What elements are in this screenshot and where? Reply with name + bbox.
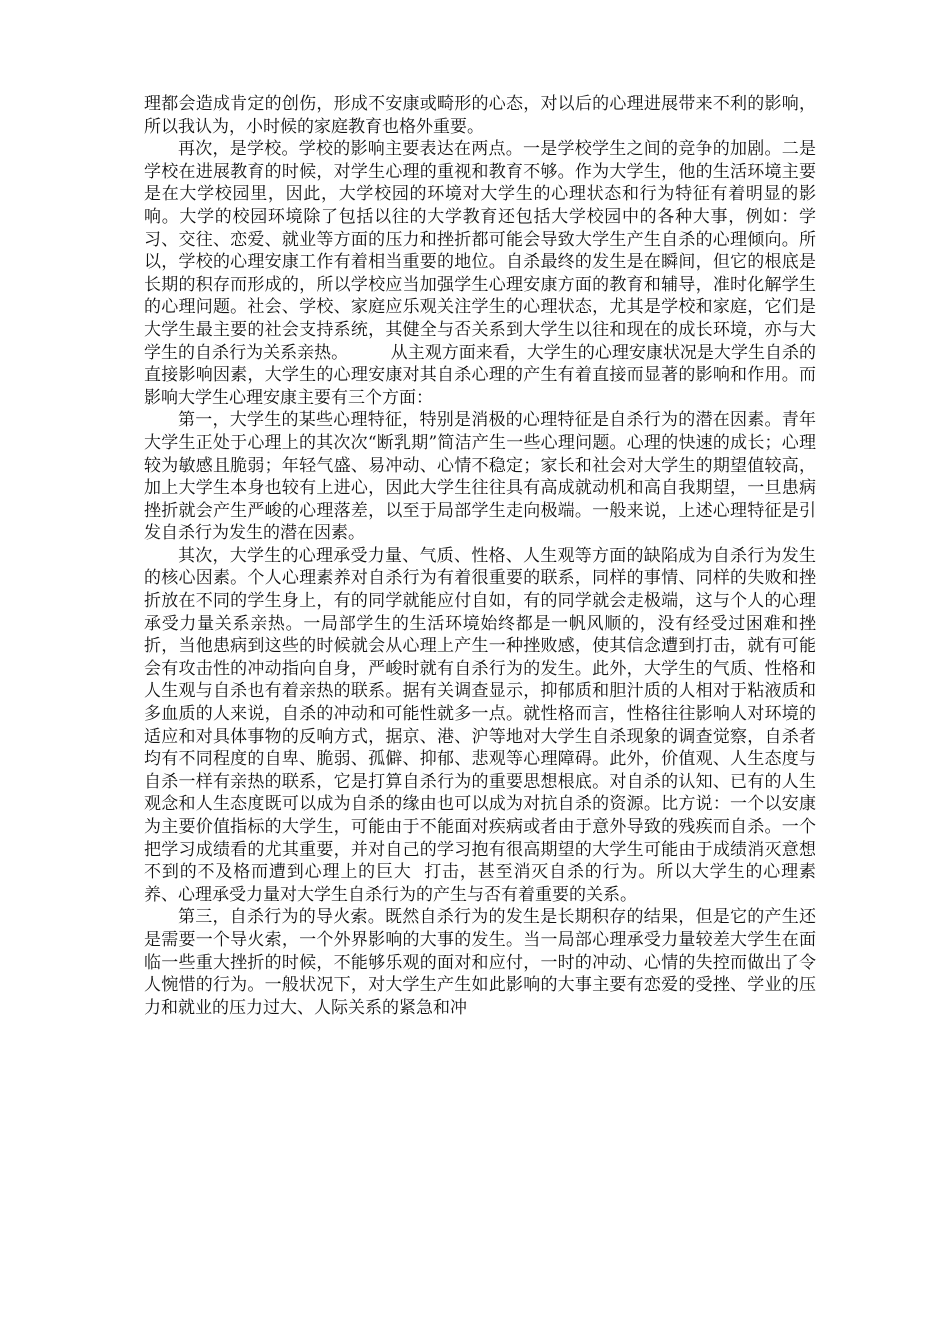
body-text bbox=[144, 93, 816, 1019]
paragraph-core-factors: 其次，大学生的心理承受力量、气质、性格、人生观等方面的缺陷成为自杀行为发生的核心因素。个人心理素养对自杀行为有着很重要的联系，同样的事情、同样的失败和挫折放在不同的学生身上，有的同学就能应付自如，有的同学就会走极端，这与个人的心理承受力量关系亲热。一局部学生的生活环境始终都是一帆风顺的，没有经受过困难和挫折，当他患病到这些的时候就会从心理上产生一种挫败感，使其信念遭到打击，就有可能会有攻击性的冲动指向自身，严峻时就有自杀行为的发生。此外，大学生的气质、性格和人生观与自杀也有着亲热的联系。据有关调查显示，抑郁质和胆汁质的人相对于粘液质和多血质的人来说，自杀的冲动和可能性就多一点。就性格而言，性格往往影响人对环境的适应和对具体事物的反响方式，据京、港、沪等地对大学生自杀现象的调查觉察，自杀者均有不同程度的自卑、脆弱、孤僻、抑郁、悲观等心理障碍。此外，价值观、人生态度与自杀一样有亲热的联系，它是打算自杀行为的重要思想根底。对自杀的认知、已有的人生观念和人生态度既可以成为自杀的缘由也可以成为对抗自杀的资源。比方说：一个以安康为主要价值指标的大学生，可能由于不能面对疾病或者由于意外导致的残疾而自杀。一个把学习成绩看的尤其重要，并对自己的学习抱有很高期望的大学生可能由于成绩消灭意想不到的不及格而遭到心理上的巨大 打击，甚至消灭自杀的行为。所以大学生的心理素养、心理承受力量对大学生自杀行为的产生与否有着重要的关系。 bbox=[144, 545, 816, 905]
paragraph-continuation: 理都会造成肯定的创伤，形成不安康或畸形的心态，对以后的心理进展带来不利的影响，所以我认为，小时候的家庭教育也格外重要。 bbox=[144, 94, 816, 137]
paragraph-trigger: 第三，自杀行为的导火索。既然自杀行为的发生是长期积存的结果，但是它的产生还是需要一个导火索，一个外界影响的大事的发生。当一局部心理承受力量较差大学生在面临一些重大挫折的时候，不能够乐观的面对和应付，一时的冲动、心情的失控而做出了令人惋惜的行为。一般状况下，对大学生产生如此影响的大事主要有恋爱的受挫、学业的压力和就业的压力过大、人际关系的紧急和冲 bbox=[144, 907, 816, 1018]
paragraph-school-influence: 再次，是学校。学校的影响主要表达在两点。一是学校学生之间的竞争的加剧。二是学校在进展教育的时候，对学生心理的重视和教育不够。作为大学生，他的生活环境主要是在大学校园里，因此，大学校园的环境对大学生的心理状态和行为特征有着明显的影响。大学的校园环境除了包括以往的大学教育还包括大学校园中的各种大事，例如：学习、交往、恋爱、就业等方面的压力和挫折都可能会导致大学生产生自杀的心理倾向。所以，学校的心理安康工作有着相当重要的地位。自杀最终的发生是在瞬间，但它的根底是长期的积存而形成的，所以学校应当加强学生心理安康方面的教育和辅导，准时化解学生的心理问题。社会、学校、家庭应乐观关注学生的心理状态，尤其是学校和家庭，它们是大学生最主要的社会支持系统，其健全与否关系到大学生以往和现在的成长环境，亦与大学生的自杀行为关系亲热。 从主观方面来看，大学生的心理安康状况是大学生自杀的直接影响因素，大学生的心理安康对其自杀心理的产生有着直接而显著的影响和作用。而影响大学生心理安康主要有三个方面： bbox=[144, 139, 816, 408]
paragraph-psychological-traits: 第一，大学生的某些心理特征，特别是消极的心理特征是自杀行为的潜在因素。青年大学生正处于心理上的其次次“断乳期”简洁产生一些心理问题。心理的快速的成长；心理较为敏感且脆弱；年轻气盛、易冲动、心情不稳定；家长和社会对大学生的期望值较高，加上大学生本身也较有上进心，因此大学生往往具有高成就动机和高自我期望，一旦患病挫折就会产生严峻的心理落差，以至于局部学生走向极端。一般来说，上述心理特征是引发自杀行为发生的潜在因素。 bbox=[144, 410, 816, 544]
